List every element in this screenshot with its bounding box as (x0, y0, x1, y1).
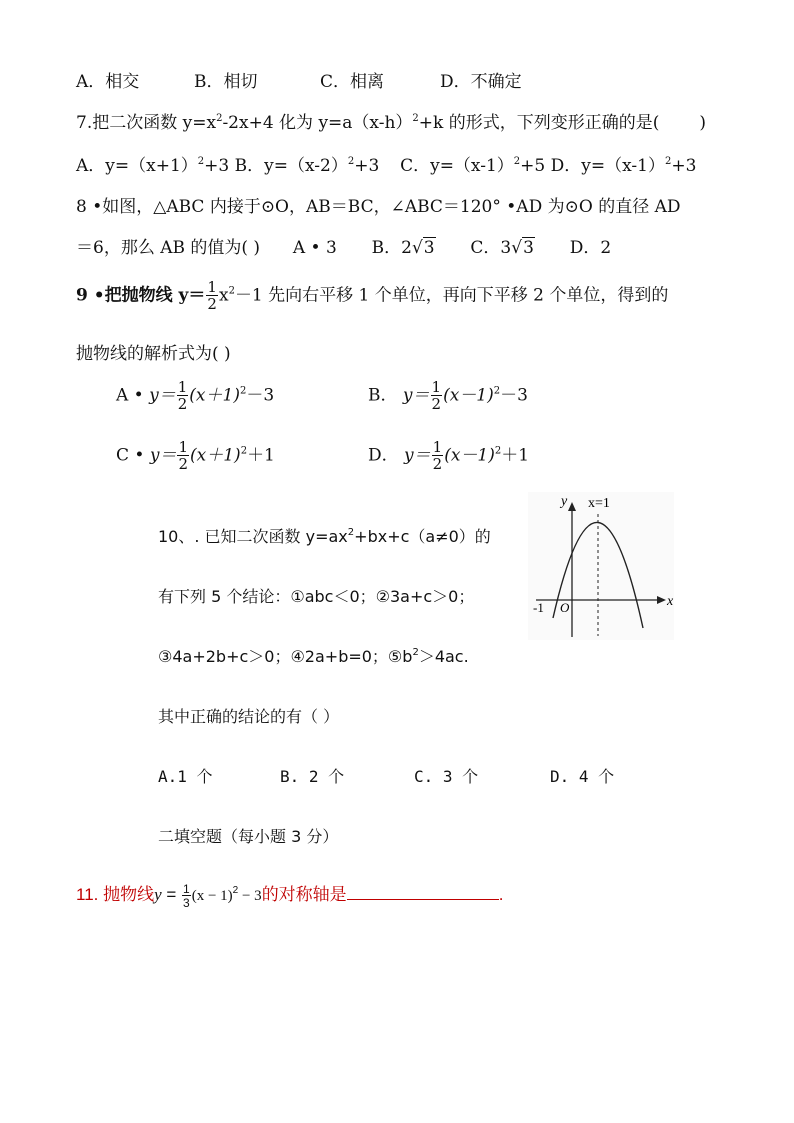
q8-option-c: C．3√3 (470, 238, 534, 258)
q6-option-a: A．相交 (76, 72, 140, 92)
q9-option-b: B． y＝ $\frac{1}{2}$ $(x-1)^2-3$ (368, 378, 528, 413)
q10-option-c: C. 3 个 (414, 767, 479, 786)
q6-option-d: D．不确定 (440, 72, 522, 92)
q8-option-b: B．2√3 (371, 238, 435, 258)
q9-option-d: D． y＝ $\frac{1}{2}$ $(x-1)^2+1$ (368, 438, 530, 473)
q11-answer-blank (347, 885, 499, 900)
q9-option-c: C • y＝ $\frac{1}{2}$ $(x+1)^2+1$ (116, 438, 275, 473)
q7-option-c: C．$y=(x-1)^2+5$ (400, 156, 546, 176)
q7-options (76, 151, 696, 176)
symmetry-axis-label: x=1 (588, 496, 610, 511)
x-axis-label: x (667, 594, 674, 609)
q10-option-b: B. 2 个 (280, 767, 345, 786)
q7-option-a: A．$y=(x+1)^2+3$ (76, 156, 230, 176)
q10-line1: 10、. 已知二次函数 $y=ax^2+bx+c(a\ne 0)$的 (158, 527, 491, 546)
q10-option-d: D. 4 个 (550, 767, 615, 786)
neg-one-label: -1 (533, 600, 544, 615)
q6-option-b: B．相切 (194, 72, 258, 92)
q10-line2: 有下列 5 个结论：①abc＜0；②3a+c＞0； (158, 587, 475, 606)
q10-option-a: A.1 个 (158, 767, 213, 786)
q7-option-d: D．$y=(x-1)^2+3$ (550, 156, 697, 176)
parabola-graph (528, 492, 674, 640)
q7-stem: 7.把二次函数 $y=x^2-2x+4$ 化为 $y=a(x-h)^2+k$ 的形式，下列变形正确的是( ) (76, 113, 707, 133)
q10-line3: ③4a+2b+c＞0；④2a+b=0；$⑤b^2>4ac$. (158, 647, 469, 666)
q8-option-a: A • 3 (292, 238, 337, 258)
y-axis-label: y (561, 494, 568, 509)
q10-line4: 其中正确的结论的有（ ） (158, 707, 340, 726)
origin-label: O (560, 600, 570, 615)
section-2-title: 二填空题（每小题 3 分） (158, 827, 339, 846)
q8-line1: 8 •如图，△ABC 内接于⊙O，AB＝BC，∠ABC＝120° •AD 为⊙O 的直径 AD (76, 197, 681, 217)
graph-background (528, 492, 674, 640)
q8-line2: ＝6，那么 AB 的值为( ) A • 3 B．2√3 C．3√3 D．2 (76, 238, 612, 258)
q7-option-b: B．$y=(x-2)^2+3$ (234, 156, 380, 176)
q8-option-d: D．2 (569, 238, 612, 258)
q11-line: 11. 抛物线y = $\frac{1}{3}$ $(x - 1)^2 - 3$的对称轴是 . (76, 881, 504, 910)
q9-line1: 9 •把抛物线 y＝ $\frac{1}{2}$ $x^2-1$ 先向右平移 1 个单位，再向下平移 2 个单位，得到的 (76, 278, 669, 313)
q9-option-a: A • y＝ $\frac{1}{2}$ $(x+1)^2-3$ (116, 378, 275, 413)
q9-line2: 抛物线的解析式为( ) (76, 344, 231, 364)
q6-option-c: C．相离 (320, 72, 385, 92)
